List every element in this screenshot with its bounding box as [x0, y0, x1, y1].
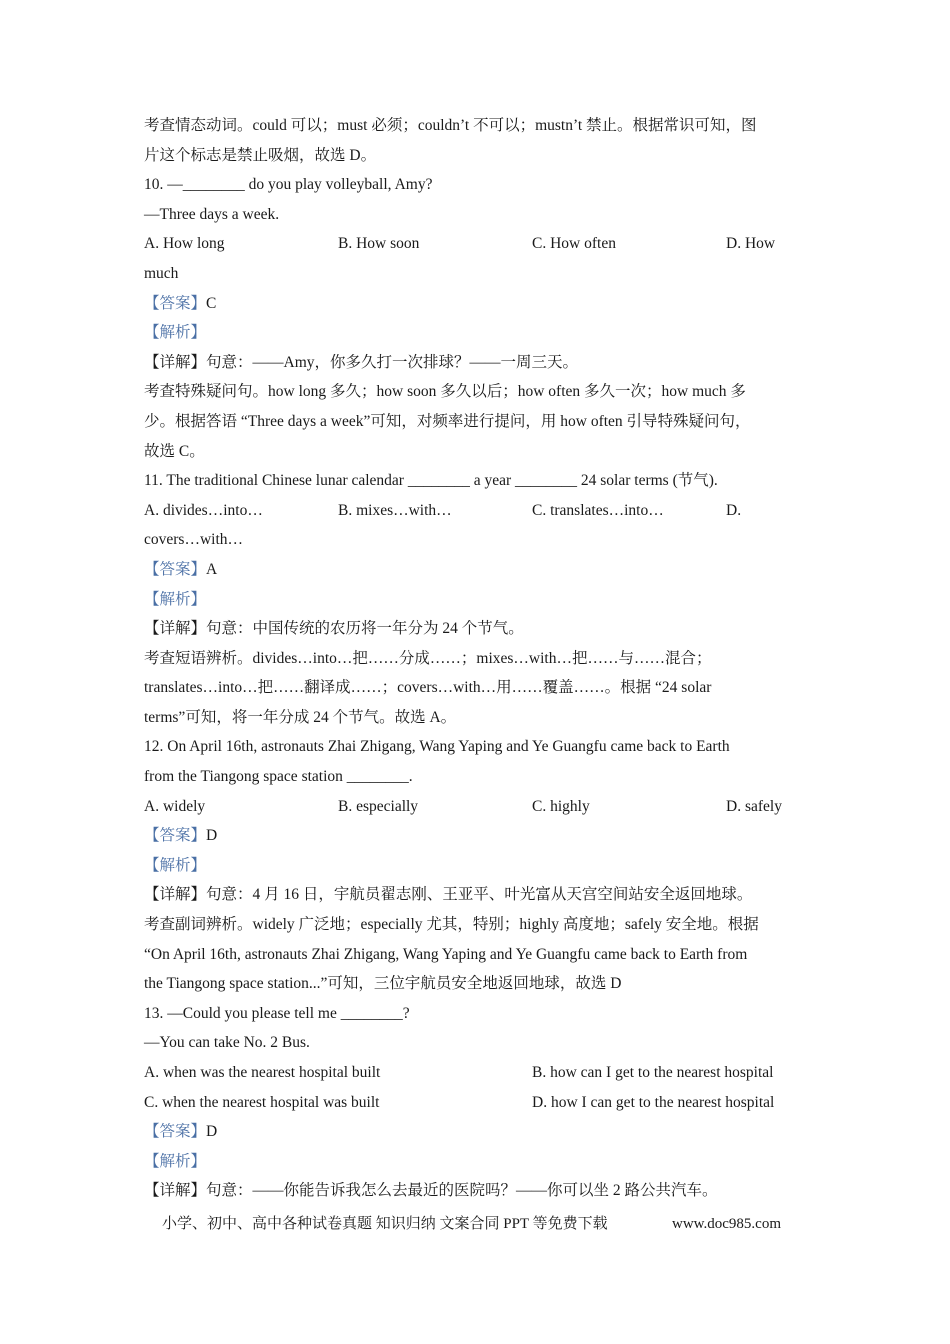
- q13-option-b: B. how can I get to the nearest hospital: [532, 1064, 774, 1081]
- answer-label: 【答案】: [144, 560, 207, 578]
- q12-option-a: A. widely: [144, 797, 206, 815]
- q13-analysis-label: 【解析】: [144, 1152, 207, 1170]
- q13-detail-line: 【详解】句意：——你能告诉我怎么去最近的医院吗？——你可以坐 2 路公共汽车。: [144, 1182, 718, 1200]
- q10-option-a: A. How long: [144, 235, 225, 253]
- q10-detail-line: 少。根据答语 “Three days a week”可知，对频率进行提问，用 how often 引导特殊疑问句，: [144, 412, 751, 430]
- q13-stem: 13. —Could you please tell me ________?: [144, 1004, 410, 1022]
- q12-detail-line: “On April 16th, astronauts Zhai Zhigang, Wang Yaping and Ye Guangfu came back to Earth from: [144, 945, 748, 963]
- q11-detail-line: translates…into…把……翻译成……；covers…with…用……覆盖……。根据 “24 solar: [144, 679, 712, 697]
- q13-option-d: D. how I can get to the nearest hospital: [532, 1093, 775, 1111]
- q12-detail-line: 考查副词辨析。widely 广泛地；especially 尤其，特别；highly 高度地；safely 安全地。根据: [144, 916, 759, 934]
- q12-option-d: D. safely: [726, 797, 782, 815]
- q11-option-c: C. translates…into…: [532, 501, 664, 519]
- q10-option-b: B. How soon: [338, 235, 420, 253]
- q11-detail-line: terms”可知，将一年分成 24 个节气。故选 A。: [144, 708, 457, 726]
- q11-option-a: A. divides…into…: [144, 501, 263, 519]
- q9-explanation-line: 片这个标志是禁止吸烟，故选 D。: [144, 146, 377, 164]
- q11-option-d-wrap: covers…with…: [144, 531, 244, 549]
- q13-answer: [144, 1117, 809, 1147]
- answer-label: 【答案】: [144, 1123, 207, 1141]
- q12-stem: 12. On April 16th, astronauts Zhai Zhigang, Wang Yaping and Ye Guangfu came back to Earth: [144, 738, 730, 756]
- q11-option-d: D.: [726, 501, 742, 519]
- answer-label: 【答案】: [144, 827, 207, 845]
- q12-stem: from the Tiangong space station ________.: [144, 768, 413, 786]
- q11-stem: 11. The traditional Chinese lunar calendar ________ a year ________ 24 solar terms (节气).: [144, 472, 718, 490]
- q10-option-d: D. How: [726, 235, 776, 253]
- q10-analysis-label: 【解析】: [144, 324, 207, 342]
- q13-answer-value: D: [206, 1123, 218, 1141]
- q10-reply: —Three days a week.: [144, 205, 280, 223]
- q10-stem: 10. —________ do you play volleyball, Amy?: [144, 176, 433, 194]
- q10-answer-value: C: [206, 294, 217, 312]
- answer-label: 【答案】: [144, 294, 207, 312]
- q13-options-row: [144, 1088, 809, 1118]
- q11-options: [144, 496, 809, 526]
- q13-reply: —You can take No. 2 Bus.: [144, 1034, 310, 1052]
- q11-answer: [144, 555, 809, 585]
- q12-analysis-label: 【解析】: [144, 856, 207, 874]
- footer-url: www.doc985.com: [672, 1216, 782, 1232]
- q10-answer: [144, 289, 809, 319]
- q13-options-row: [144, 1058, 809, 1088]
- q12-option-b: B. especially: [338, 797, 419, 815]
- q11-detail-line: 考查短语辨析。divides…into…把……分成……；mixes…with…把……与……混合；: [144, 649, 712, 667]
- q12-answer: [144, 821, 809, 851]
- q13-option-c: C. when the nearest hospital was built: [144, 1093, 380, 1111]
- q11-answer-value: A: [206, 560, 218, 578]
- q10-options: [144, 229, 809, 259]
- q9-explanation-line: 考查情态动词。could 可以；must 必须；couldn’t 不可以；mustn’t 禁止。根据常识可知，图: [144, 117, 757, 134]
- q11-analysis-label: 【解析】: [144, 590, 207, 608]
- q12-option-c: C. highly: [532, 797, 590, 815]
- page-footer: [162, 1212, 802, 1236]
- q10-detail-line: 【详解】句意：——Amy，你多久打一次排球？——一周三天。: [144, 353, 579, 371]
- q12-detail-line: 【详解】句意：4 月 16 日，宇航员翟志刚、王亚平、叶光富从天宫空间站安全返回地球。: [144, 886, 753, 904]
- q12-detail-line: the Tiangong space station...”可知，三位宇航员安全地返回地球，故选 D: [144, 975, 622, 993]
- footer-text: 小学、初中、高中各种试卷真题 知识归纳 文案合同 PPT 等免费下载: [162, 1216, 608, 1232]
- document-page: [144, 111, 809, 1206]
- q10-detail-line: 考查特殊疑问句。how long 多久；how soon 多久以后；how often 多久一次；how much 多: [144, 383, 746, 401]
- q11-option-b: B. mixes…with…: [338, 501, 452, 519]
- q10-option-c: C. How often: [532, 235, 616, 253]
- q11-detail-line: 【详解】句意：中国传统的农历将一年分为 24 个节气。: [144, 620, 524, 638]
- q10-detail-line: 故选 C。: [144, 442, 205, 460]
- q10-option-d-wrap: much: [144, 264, 179, 282]
- q12-options: [144, 792, 809, 822]
- q12-answer-value: D: [206, 827, 218, 845]
- q13-option-a: A. when was the nearest hospital built: [144, 1064, 381, 1081]
